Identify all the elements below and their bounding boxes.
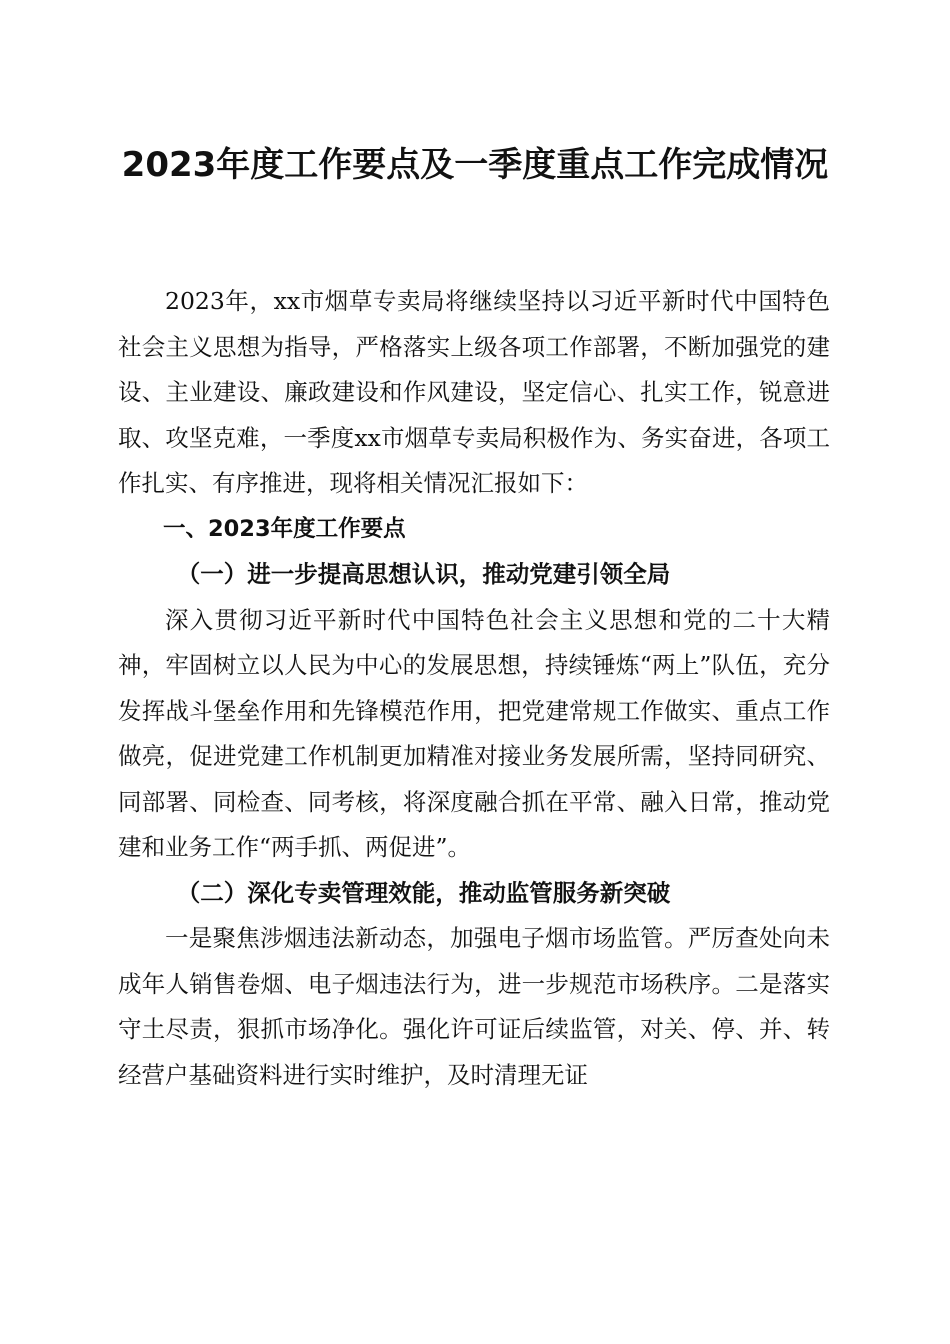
body-paragraph: 深入贯彻习近平新时代中国特色社会主义思想和党的二十大精神，牢固树立以人民为中心的发展思想，持续锤炼“两上”队伍，充分发挥战斗堡垒作用和先锋模范作用，把党建常规工作做实、重点工作做亮，促进党建工作机制更加精准对接业务发展所需，坚持同研究、同部署、同检查、同考核，将深度融合抓在平常、融入日常，推动党建和业务工作“两手抓、两促进”。	[118, 605, 830, 861]
section-heading-1: 一、2023年度工作要点	[163, 515, 406, 542]
subsection-heading-2: （二）深化专卖管理效能，推动监管服务新突破	[176, 878, 671, 907]
document-body	[118, 279, 830, 1098]
body-paragraph: 一是聚焦涉烟违法新动态，加强电子烟市场监管。严厉查处向未成年人销售卷烟、电子烟违法行为，进一步规范市场秩序。二是落实守土尽责，狠抓市场净化。强化许可证后续监管，对关、停、并、转经营户基础资料进行实时维护，及时清理无证	[118, 924, 830, 1089]
document-title: 2023年度工作要点及一季度重点工作完成情况	[121, 145, 829, 185]
subsection-heading-1: （一）进一步提高思想认识，推动党建引领全局	[176, 560, 671, 588]
intro-paragraph: 2023年，xx市烟草专卖局将继续坚持以习近平新时代中国特色社会主义思想为指导，严格落实上级各项工作部署，不断加强党的建设、主业建设、廉政建设和作风建设，坚定信心、扎实工作，锐意进取、攻坚克难，一季度xx市烟草专卖局积极作为、务实奋进，各项工作扎实、有序推进，现将相关情况汇报如下：	[118, 287, 830, 497]
